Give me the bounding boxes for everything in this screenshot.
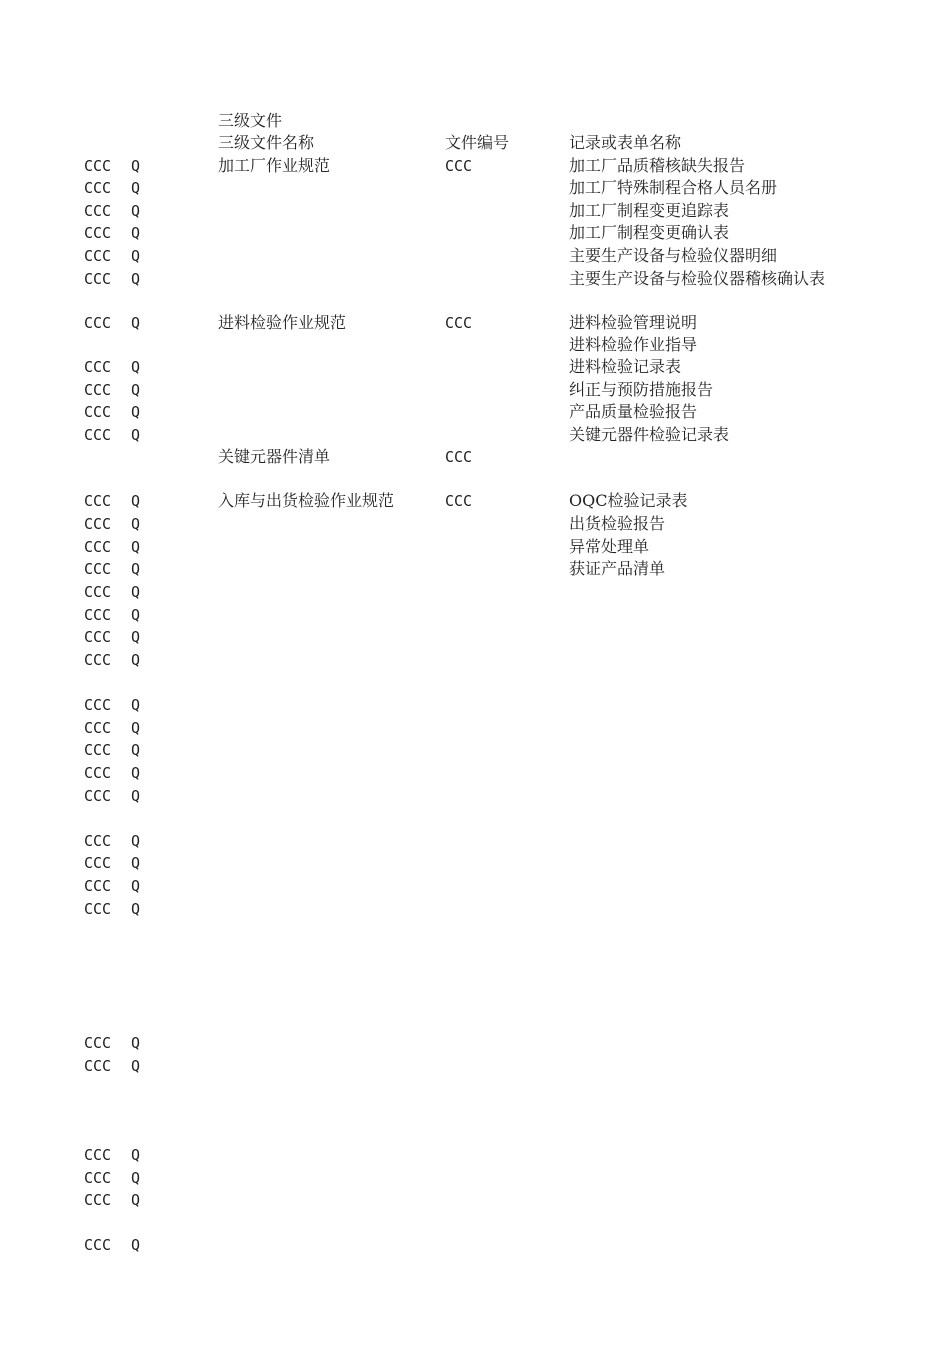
doc-code-4: CCC bbox=[445, 492, 473, 510]
q-row-18: Q bbox=[131, 628, 141, 646]
q-row-2: Q bbox=[131, 179, 141, 197]
code-row-32: CCC bbox=[84, 1169, 112, 1187]
code-row-20: CCC bbox=[84, 696, 112, 714]
code-row-22: CCC bbox=[84, 741, 112, 759]
record-2-1: 进料检验管理说明 bbox=[569, 313, 698, 332]
q-row-32: Q bbox=[131, 1169, 141, 1187]
q-row-29: Q bbox=[131, 1034, 141, 1052]
q-row-24: Q bbox=[131, 787, 141, 805]
code-row-28: CCC bbox=[84, 900, 112, 918]
code-row-25: CCC bbox=[84, 832, 112, 850]
code-row-34: CCC bbox=[84, 1236, 112, 1254]
doc-name-3: 关键元器件清单 bbox=[218, 447, 331, 466]
q-row-13: Q bbox=[131, 515, 141, 533]
code-row-13: CCC bbox=[84, 515, 112, 533]
code-row-29: CCC bbox=[84, 1034, 112, 1052]
record-2-6: 关键元器件检验记录表 bbox=[569, 425, 730, 444]
q-row-7: Q bbox=[131, 314, 141, 332]
record-4-4: 获证产品清单 bbox=[569, 559, 666, 578]
q-row-11: Q bbox=[131, 426, 141, 444]
doc-code-2: CCC bbox=[445, 314, 473, 332]
header-doc-name: 三级文件名称 bbox=[218, 133, 315, 152]
record-1-5: 主要生产设备与检验仪器明细 bbox=[569, 246, 778, 265]
code-row-30: CCC bbox=[84, 1057, 112, 1075]
record-4-1: OQC检验记录表 bbox=[569, 491, 688, 510]
code-row-23: CCC bbox=[84, 764, 112, 782]
q-row-12: Q bbox=[131, 492, 141, 510]
q-row-25: Q bbox=[131, 832, 141, 850]
code-row-10: CCC bbox=[84, 403, 112, 421]
record-2-4: 纠正与预防措施报告 bbox=[569, 380, 714, 399]
code-row-14: CCC bbox=[84, 538, 112, 556]
record-1-6: 主要生产设备与检验仪器稽核确认表 bbox=[569, 269, 826, 288]
record-4-3: 异常处理单 bbox=[569, 537, 650, 556]
q-row-17: Q bbox=[131, 606, 141, 624]
code-row-7: CCC bbox=[84, 314, 112, 332]
q-row-30: Q bbox=[131, 1057, 141, 1075]
q-row-5: Q bbox=[131, 247, 141, 265]
q-row-19: Q bbox=[131, 651, 141, 669]
code-row-24: CCC bbox=[84, 787, 112, 805]
record-1-1: 加工厂品质稽核缺失报告 bbox=[569, 156, 746, 175]
q-row-3: Q bbox=[131, 202, 141, 220]
record-1-4: 加工厂制程变更确认表 bbox=[569, 223, 730, 242]
code-row-18: CCC bbox=[84, 628, 112, 646]
q-row-33: Q bbox=[131, 1191, 141, 1209]
code-row-2: CCC bbox=[84, 179, 112, 197]
code-row-19: CCC bbox=[84, 651, 112, 669]
q-row-31: Q bbox=[131, 1146, 141, 1164]
q-row-22: Q bbox=[131, 741, 141, 759]
q-row-4: Q bbox=[131, 224, 141, 242]
record-2-5: 产品质量检验报告 bbox=[569, 402, 698, 421]
header-record-name: 记录或表单名称 bbox=[569, 133, 682, 152]
doc-code-1: CCC bbox=[445, 157, 473, 175]
code-row-21: CCC bbox=[84, 719, 112, 737]
q-row-15: Q bbox=[131, 560, 141, 578]
doc-code-3: CCC bbox=[445, 448, 473, 466]
code-row-9: CCC bbox=[84, 381, 112, 399]
doc-name-1: 加工厂作业规范 bbox=[218, 156, 331, 175]
code-row-12: CCC bbox=[84, 492, 112, 510]
code-row-4: CCC bbox=[84, 224, 112, 242]
code-row-8: CCC bbox=[84, 358, 112, 376]
code-row-1: CCC bbox=[84, 157, 112, 175]
code-row-33: CCC bbox=[84, 1191, 112, 1209]
code-row-3: CCC bbox=[84, 202, 112, 220]
record-2-3: 进料检验记录表 bbox=[569, 357, 682, 376]
code-row-11: CCC bbox=[84, 426, 112, 444]
q-row-23: Q bbox=[131, 764, 141, 782]
record-1-2: 加工厂特殊制程合格人员名册 bbox=[569, 178, 778, 197]
record-2-2: 进料检验作业指导 bbox=[569, 335, 698, 354]
doc-name-4: 入库与出货检验作业规范 bbox=[218, 491, 395, 510]
header-doc-code: 文件编号 bbox=[445, 133, 510, 152]
q-row-20: Q bbox=[131, 696, 141, 714]
record-1-3: 加工厂制程变更追踪表 bbox=[569, 201, 730, 220]
code-row-5: CCC bbox=[84, 247, 112, 265]
q-row-28: Q bbox=[131, 900, 141, 918]
q-row-21: Q bbox=[131, 719, 141, 737]
doc-name-2: 进料检验作业规范 bbox=[218, 313, 347, 332]
record-4-2: 出货检验报告 bbox=[569, 514, 666, 533]
code-row-17: CCC bbox=[84, 606, 112, 624]
level-title: 三级文件 bbox=[218, 111, 283, 130]
q-row-27: Q bbox=[131, 877, 141, 895]
code-row-26: CCC bbox=[84, 854, 112, 872]
q-row-8: Q bbox=[131, 358, 141, 376]
q-row-9: Q bbox=[131, 381, 141, 399]
code-row-31: CCC bbox=[84, 1146, 112, 1164]
q-row-10: Q bbox=[131, 403, 141, 421]
q-row-6: Q bbox=[131, 270, 141, 288]
q-row-34: Q bbox=[131, 1236, 141, 1254]
code-row-15: CCC bbox=[84, 560, 112, 578]
code-row-27: CCC bbox=[84, 877, 112, 895]
q-row-16: Q bbox=[131, 583, 141, 601]
code-row-16: CCC bbox=[84, 583, 112, 601]
code-row-6: CCC bbox=[84, 270, 112, 288]
q-row-26: Q bbox=[131, 854, 141, 872]
q-row-14: Q bbox=[131, 538, 141, 556]
q-row-1: Q bbox=[131, 157, 141, 175]
